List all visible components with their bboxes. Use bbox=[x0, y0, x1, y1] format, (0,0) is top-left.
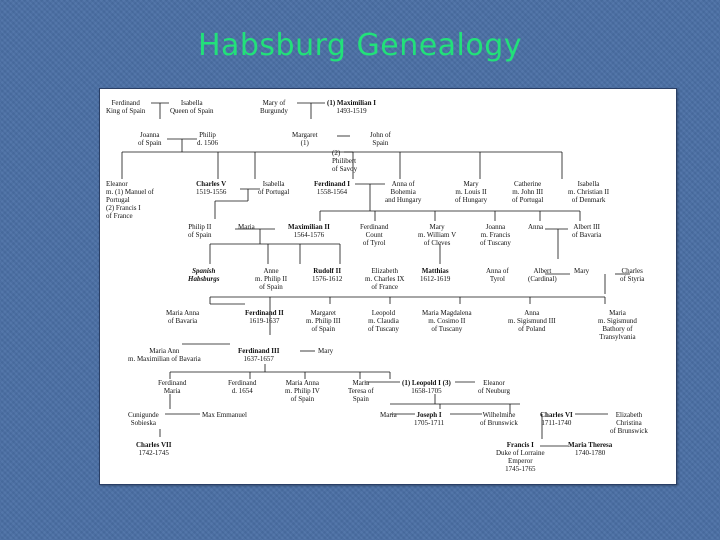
person-line: of Spain bbox=[290, 395, 315, 403]
person-line: of Spain bbox=[138, 139, 162, 147]
person-line: of Tuscany bbox=[368, 325, 399, 333]
person-john-spain bbox=[370, 131, 391, 147]
person-line: Ferdinand II bbox=[245, 309, 284, 317]
person-line: (2) Francis I bbox=[106, 204, 141, 212]
person-maximilian-ii bbox=[288, 223, 330, 239]
person-line: Catherine bbox=[514, 180, 542, 188]
person-max-emmanuel bbox=[202, 411, 247, 419]
person-line: d. 1506 bbox=[197, 139, 218, 147]
person-albert-iii bbox=[572, 223, 601, 239]
person-line: Ferdinand III bbox=[238, 347, 280, 355]
person-line: of Brunswick bbox=[480, 419, 518, 427]
person-maria-magdalena bbox=[422, 309, 472, 333]
person-line: Charles VI bbox=[540, 411, 573, 419]
person-ferdinand-iv bbox=[228, 379, 256, 395]
person-line: John of bbox=[370, 131, 391, 139]
person-line: m. Cosimo II bbox=[428, 317, 466, 325]
person-line: of Neuburg bbox=[478, 387, 510, 395]
person-line: (1) bbox=[300, 139, 309, 147]
person-line: m. Christian II bbox=[568, 188, 610, 196]
person-line: Queen of Spain bbox=[170, 107, 214, 115]
person-line: and Hungary bbox=[385, 196, 422, 204]
person-line: 1558-1564 bbox=[316, 188, 348, 196]
genealogy-chart bbox=[99, 88, 677, 485]
person-line: Maria bbox=[163, 387, 181, 395]
person-anna-a bbox=[528, 223, 543, 231]
person-line: Albert III bbox=[573, 223, 600, 231]
person-line: of Spain bbox=[259, 283, 283, 291]
person-leopold-i bbox=[402, 379, 451, 395]
person-matthias bbox=[420, 267, 450, 283]
person-line: Ferdinand bbox=[228, 379, 257, 387]
person-line: m. William V bbox=[418, 231, 457, 239]
person-isabella-portugal bbox=[258, 180, 289, 196]
person-mary-cleves bbox=[418, 223, 456, 247]
person-isabella bbox=[170, 99, 214, 115]
person-line: of France bbox=[106, 212, 133, 220]
person-line: Christina bbox=[616, 419, 642, 427]
person-line: Ferdinand bbox=[111, 99, 140, 107]
person-francis-i bbox=[496, 441, 545, 473]
person-line: Ferdinand bbox=[158, 379, 187, 387]
person-line: Transylvania bbox=[599, 333, 636, 341]
person-line: Elizabeth bbox=[371, 267, 398, 275]
person-line: Maria bbox=[352, 379, 370, 387]
person-line: m. Louis II bbox=[455, 188, 487, 196]
person-line: Eleanor bbox=[106, 180, 128, 188]
person-line: Eleanor bbox=[483, 379, 505, 387]
person-philibert bbox=[332, 149, 357, 173]
person-line: Philibert bbox=[332, 157, 357, 165]
person-line: Maria Anna bbox=[166, 309, 200, 317]
person-line: 1705-1711 bbox=[414, 419, 445, 427]
person-elizabeth-brunswick bbox=[610, 411, 648, 435]
person-line: m. Philip III bbox=[306, 317, 341, 325]
person-line: Mary bbox=[574, 267, 590, 275]
person-line: Portugal bbox=[106, 196, 130, 204]
person-line: of Portugal bbox=[512, 196, 544, 204]
person-line: Joanna bbox=[485, 223, 506, 231]
person-line: Habsburgs bbox=[188, 275, 220, 283]
person-line: Philip II bbox=[188, 223, 212, 231]
person-eleanor-neuburg bbox=[478, 379, 510, 395]
person-isabella-denmark bbox=[568, 180, 609, 204]
person-line: Spanish bbox=[192, 267, 216, 275]
person-albert-cardinal bbox=[528, 267, 557, 283]
person-line: Anna of bbox=[486, 267, 509, 275]
person-maria-anna-philip bbox=[285, 379, 320, 403]
person-line: m. Sigismund III bbox=[508, 317, 556, 325]
person-line: Philip bbox=[199, 131, 216, 139]
person-wilhelmine bbox=[480, 411, 518, 427]
person-line: Elizabeth bbox=[615, 411, 643, 419]
person-line: Anna of bbox=[391, 180, 415, 188]
person-line: Ferdinand bbox=[360, 223, 389, 231]
person-maria-theresa bbox=[568, 441, 612, 457]
person-spanish-habsburgs bbox=[188, 267, 220, 283]
person-line: of Denmark bbox=[571, 196, 606, 204]
person-maximilian-i bbox=[327, 99, 376, 115]
person-joanna bbox=[138, 131, 162, 147]
person-anna-tyrol bbox=[486, 267, 509, 283]
person-mary-b bbox=[574, 267, 589, 275]
person-margaret-spain bbox=[306, 309, 340, 333]
person-line: of Styria bbox=[620, 275, 645, 283]
person-line: Mary bbox=[318, 347, 334, 355]
person-line: 1619-1637 bbox=[249, 317, 280, 325]
person-maria-c bbox=[380, 411, 397, 419]
person-anne-spain bbox=[255, 267, 287, 291]
person-line: of Tuscany bbox=[431, 325, 463, 333]
person-line: 1711-1740 bbox=[541, 419, 572, 427]
person-line: Charles VII bbox=[136, 441, 172, 449]
person-leopold bbox=[368, 309, 399, 333]
person-anna-poland bbox=[508, 309, 556, 333]
person-line: of France bbox=[371, 283, 399, 291]
person-maria-transylvania bbox=[598, 309, 637, 341]
person-line: King of Spain bbox=[106, 107, 146, 115]
person-line: Cunigunde bbox=[128, 411, 159, 419]
person-line: Charles V bbox=[196, 180, 227, 188]
person-mary-burgundy bbox=[260, 99, 288, 115]
person-line: 1745-1765 bbox=[505, 465, 536, 473]
person-charles-styria bbox=[620, 267, 644, 283]
person-ferdinand-i bbox=[314, 180, 350, 196]
person-line: m. Sigismund bbox=[598, 317, 637, 325]
person-line: of Spain bbox=[188, 231, 212, 239]
person-line: Maria Theresa bbox=[568, 441, 613, 449]
person-line: Count bbox=[365, 231, 383, 239]
person-line: Albert bbox=[533, 267, 552, 275]
person-line: of Brunswick bbox=[610, 427, 648, 435]
person-line: m. Claudia bbox=[368, 317, 399, 325]
person-line: 1637-1657 bbox=[243, 355, 274, 363]
person-rudolf-ii bbox=[312, 267, 342, 283]
person-line: (1) Maximilian I bbox=[327, 99, 376, 107]
person-line: 1493-1519 bbox=[336, 107, 367, 115]
person-line: Maria Ann bbox=[149, 347, 180, 355]
person-line: of Bavaria bbox=[572, 231, 602, 239]
person-line: Mary bbox=[463, 180, 479, 188]
person-line: Anna bbox=[524, 309, 540, 317]
person-line: d. 1654 bbox=[231, 387, 253, 395]
person-line: Isabella bbox=[262, 180, 285, 188]
person-ferdinand-maria bbox=[158, 379, 186, 395]
person-line: of Hungary bbox=[455, 196, 488, 204]
person-line: Max Emmanuel bbox=[202, 411, 247, 419]
person-maria-teresa bbox=[348, 379, 374, 403]
person-line: Tyrol bbox=[489, 275, 505, 283]
person-line: Maria bbox=[609, 309, 626, 317]
person-ferdinand-tyrol bbox=[360, 223, 388, 247]
person-ferdinand-iii bbox=[238, 347, 279, 363]
person-line: 1576-1612 bbox=[312, 275, 343, 283]
person-line: m. Philip IV bbox=[285, 387, 320, 395]
person-cunigunde bbox=[128, 411, 159, 427]
person-line: Maria Anna bbox=[285, 379, 320, 387]
person-line: 1742-1745 bbox=[138, 449, 169, 457]
person-line: Sobieska bbox=[130, 419, 156, 427]
person-line: (2) bbox=[332, 149, 341, 157]
person-elizabeth bbox=[365, 267, 404, 291]
person-catherine bbox=[512, 180, 543, 204]
person-line: of Tuscany bbox=[480, 239, 511, 247]
person-line: (Cardinal) bbox=[528, 275, 557, 283]
person-line: Anne bbox=[263, 267, 279, 275]
person-line: Matthias bbox=[421, 267, 449, 275]
person-line: Teresa of bbox=[348, 387, 374, 395]
person-line: 1612-1619 bbox=[420, 275, 451, 283]
person-ferdinand-ii bbox=[245, 309, 284, 325]
person-maria-ann bbox=[128, 347, 201, 363]
person-line: of Savoy bbox=[332, 165, 358, 173]
person-line: m. (1) Manuel of bbox=[106, 188, 154, 196]
person-line: Francis I bbox=[506, 441, 534, 449]
person-line: Burgundy bbox=[260, 107, 288, 115]
person-line: 1564-1576 bbox=[293, 231, 325, 239]
person-line: of Tyrol bbox=[362, 239, 386, 247]
person-line: Bohemia bbox=[390, 188, 416, 196]
person-philip bbox=[197, 131, 218, 147]
person-line: Joseph I bbox=[416, 411, 442, 419]
person-line: m. Charles IX bbox=[365, 275, 405, 283]
person-joseph-i bbox=[414, 411, 444, 427]
person-line: Bathory of bbox=[602, 325, 633, 333]
person-line: Emperor bbox=[508, 457, 533, 465]
person-line: Mary of bbox=[262, 99, 286, 107]
person-line: Duke of Lorraine bbox=[496, 449, 545, 457]
person-line: Maria bbox=[380, 411, 397, 419]
person-eleanor bbox=[106, 180, 154, 220]
person-line: m. John III bbox=[512, 188, 544, 196]
person-line: (1) Leopold I (3) bbox=[402, 379, 451, 387]
person-charles-vi bbox=[540, 411, 573, 427]
person-anna-bohemia bbox=[385, 180, 421, 204]
person-line: Charles bbox=[621, 267, 643, 275]
person-line: Spain bbox=[352, 395, 369, 403]
person-mary-c bbox=[318, 347, 333, 355]
person-charles-vii bbox=[136, 441, 171, 457]
person-line: m. Philip II bbox=[255, 275, 288, 283]
person-line: Isabella bbox=[577, 180, 600, 188]
person-line: Maximilian II bbox=[288, 223, 330, 231]
person-maria-anna-bavaria bbox=[166, 309, 199, 325]
person-line: 1519-1556 bbox=[196, 188, 227, 196]
person-line: Maria bbox=[238, 223, 255, 231]
person-philip-ii bbox=[188, 223, 212, 239]
person-line: 1658-1705 bbox=[411, 387, 442, 395]
person-margaret bbox=[292, 131, 318, 147]
person-line: of Cleves bbox=[423, 239, 451, 247]
person-line: Joanna bbox=[140, 131, 160, 139]
person-line: of Bavaria bbox=[167, 317, 198, 325]
person-line: Isabella bbox=[180, 99, 203, 107]
person-line: Mary bbox=[429, 223, 445, 231]
person-joanna-tuscany bbox=[480, 223, 511, 247]
person-line: Maria Magdalena bbox=[422, 309, 472, 317]
person-line: Rudolf II bbox=[313, 267, 342, 275]
person-line: of Poland bbox=[518, 325, 546, 333]
person-line: Anna bbox=[528, 223, 544, 231]
person-line: Ferdinand I bbox=[314, 180, 350, 188]
person-maria-a bbox=[238, 223, 255, 231]
person-line: of Spain bbox=[311, 325, 335, 333]
person-charles-v bbox=[196, 180, 226, 196]
person-line: Leopold bbox=[371, 309, 396, 317]
person-line: m. Maximilian of Bavaria bbox=[128, 355, 201, 363]
person-line: Wilhelmine bbox=[482, 411, 516, 419]
person-line: 1740-1780 bbox=[574, 449, 606, 457]
person-line: of Portugal bbox=[258, 188, 290, 196]
person-mary-hungary bbox=[455, 180, 487, 204]
person-line: Margaret bbox=[310, 309, 336, 317]
person-line: Margaret bbox=[292, 131, 318, 139]
person-line: Spain bbox=[372, 139, 389, 147]
person-line: m. Francis bbox=[480, 231, 511, 239]
person-ferdinand-spain bbox=[106, 99, 145, 115]
slide-title: Habsburg Genealogy bbox=[197, 28, 523, 63]
